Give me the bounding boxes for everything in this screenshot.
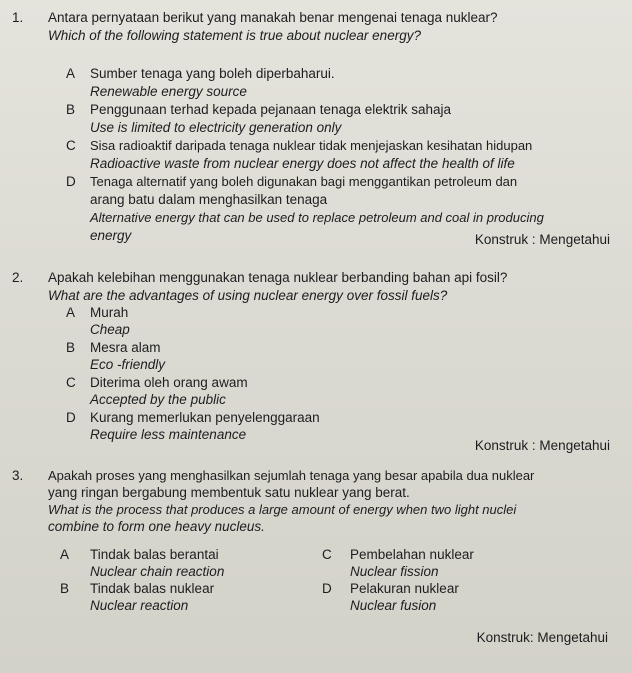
option-d-en: Nuclear fusion bbox=[350, 598, 437, 613]
option-c-ms: Diterima oleh orang awam bbox=[90, 375, 248, 390]
option-b-ms: Penggunaan terhad kepada pejanaan tenaga elektrik sahaja bbox=[90, 102, 452, 117]
option-letter: A bbox=[66, 305, 76, 320]
option-a-en: Renewable energy source bbox=[90, 84, 247, 99]
option-letter: D bbox=[66, 174, 76, 189]
option-d-ms-2: arang batu dalam menghasilkan tenaga bbox=[90, 192, 328, 207]
option-c-ms: Pembelahan nuklear bbox=[350, 547, 474, 562]
option-d-ms: Kurang memerlukan penyelenggaraan bbox=[90, 410, 320, 425]
option-d-en-1: Alternative energy that can be used to replace petroleum and coal in producing bbox=[90, 210, 544, 225]
option-a-ms: Tindak balas berantai bbox=[90, 547, 219, 562]
option-b-ms: Mesra alam bbox=[90, 340, 161, 355]
option-b-en: Use is limited to electricity generation only bbox=[90, 120, 342, 135]
option-b-en: Eco -friendly bbox=[90, 357, 166, 372]
question-number: 2. bbox=[12, 270, 24, 285]
option-d-ms-1: Tenaga alternatif yang boleh digunakan bagi menggantikan petroleum dan bbox=[90, 174, 518, 189]
option-letter: A bbox=[66, 66, 76, 81]
option-a-ms: Sumber tenaga yang boleh diperbaharui. bbox=[90, 66, 335, 81]
question-text-en-1: What is the process that produces a large amount of energy when two light nuclei bbox=[48, 502, 517, 517]
option-b-en: Nuclear reaction bbox=[90, 598, 189, 613]
option-a-ms: Murah bbox=[90, 305, 129, 320]
question-text-ms-2: yang ringan bergabung membentuk satu nuklear yang berat. bbox=[48, 485, 410, 500]
option-a-en: Cheap bbox=[90, 322, 130, 337]
question-text-ms: Apakah kelebihan menggunakan tenaga nuklear berbanding bahan api fosil? bbox=[48, 270, 508, 285]
konstruk-label: Konstruk : Mengetahui bbox=[474, 438, 610, 453]
option-c-en: Nuclear fission bbox=[350, 564, 439, 579]
option-letter: B bbox=[66, 102, 76, 117]
option-d-ms: Pelakuran nuklear bbox=[350, 581, 459, 596]
option-c-ms: Sisa radioaktif daripada tenaga nuklear tidak menjejaskan kesihatan hidupan bbox=[90, 138, 533, 153]
option-c-en: Radioactive waste from nuclear energy does not affect the health of life bbox=[90, 156, 515, 171]
question-text-en-2: combine to form one heavy nucleus. bbox=[48, 519, 265, 534]
question-text-ms-1: Apakah proses yang menghasilkan sejumlah tenaga yang besar apabila dua nuklear bbox=[48, 468, 535, 483]
option-letter: B bbox=[66, 340, 76, 355]
option-c-en: Accepted by the public bbox=[90, 392, 226, 407]
question-text-en: What are the advantages of using nuclear energy over fossil fuels? bbox=[48, 288, 448, 303]
option-letter: A bbox=[60, 547, 70, 562]
question-number: 3. bbox=[12, 468, 24, 483]
option-letter: D bbox=[66, 410, 76, 425]
option-letter: B bbox=[60, 581, 70, 596]
option-letter: C bbox=[66, 375, 76, 390]
question-text-en: Which of the following statement is true about nuclear energy? bbox=[48, 28, 421, 43]
konstruk-label: Konstruk: Mengetahui bbox=[476, 630, 608, 645]
question-number: 1. bbox=[12, 10, 24, 25]
option-a-en: Nuclear chain reaction bbox=[90, 564, 225, 579]
konstruk-label: Konstruk : Mengetahui bbox=[474, 232, 610, 247]
option-letter: C bbox=[66, 138, 76, 153]
option-b-ms: Tindak balas nuklear bbox=[90, 581, 215, 596]
question-text-ms: Antara pernyataan berikut yang manakah benar mengenai tenaga nuklear? bbox=[48, 10, 498, 25]
option-d-en-2: energy bbox=[90, 228, 132, 243]
option-d-en: Require less maintenance bbox=[90, 427, 247, 442]
option-letter: D bbox=[322, 581, 332, 596]
option-letter: C bbox=[322, 547, 332, 562]
